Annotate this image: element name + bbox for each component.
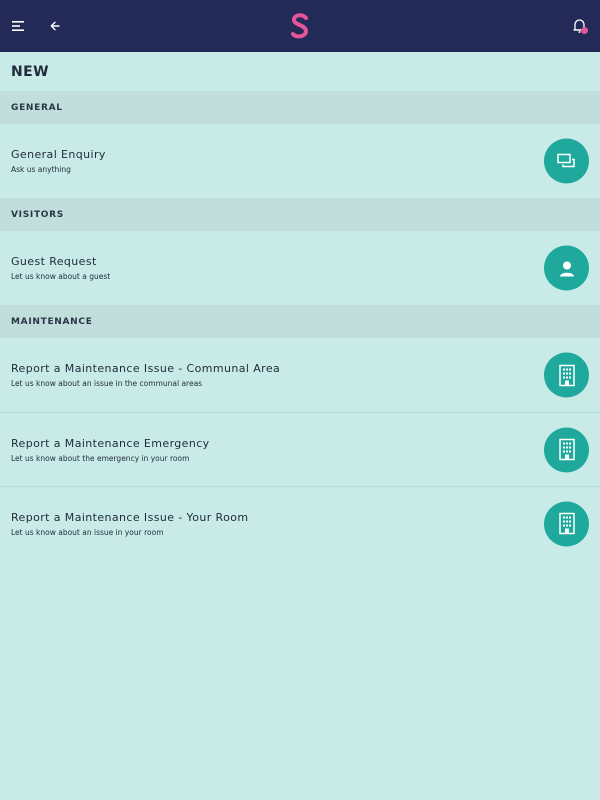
item-title: Report a Maintenance Issue - Your Room (11, 510, 249, 524)
list-item-guest-request[interactable] (0, 231, 600, 305)
item-title: Report a Maintenance Issue - Communal Area (11, 362, 281, 375)
item-subtitle: Let us know about the emergency in your room (11, 453, 190, 463)
item-title: General Enquiry (11, 148, 106, 161)
section-header-visitors: VISITORS (0, 198, 600, 231)
building-icon[interactable] (544, 353, 589, 398)
page-title: NEW (11, 63, 49, 80)
item-subtitle: Let us know about an issue in the communal areas (11, 379, 203, 388)
list-item-general-enquiry[interactable] (0, 124, 600, 198)
notification-bell-icon[interactable] (570, 16, 590, 36)
item-subtitle: Let us know about a guest (11, 272, 111, 281)
brand-logo[interactable] (285, 11, 315, 41)
person-icon[interactable] (544, 246, 589, 291)
item-subtitle: Ask us anything (11, 165, 71, 174)
section-header-general: GENERAL (0, 91, 600, 124)
item-subtitle: Let us know about an issue in your room (11, 527, 164, 537)
list-item-maintenance-communal[interactable] (0, 338, 600, 412)
back-arrow-icon[interactable] (45, 16, 65, 36)
building-icon[interactable] (544, 501, 589, 546)
menu-icon[interactable] (9, 16, 29, 36)
section-header-maintenance: MAINTENANCE (0, 305, 600, 338)
list-item-maintenance-emergency[interactable] (0, 412, 600, 486)
item-title: Guest Request (11, 255, 97, 268)
top-app-bar (0, 0, 600, 52)
chat-bubbles-icon[interactable] (544, 139, 589, 184)
list-item-maintenance-room[interactable] (0, 486, 600, 560)
building-icon[interactable] (544, 427, 589, 472)
item-title: Report a Maintenance Emergency (11, 436, 210, 450)
